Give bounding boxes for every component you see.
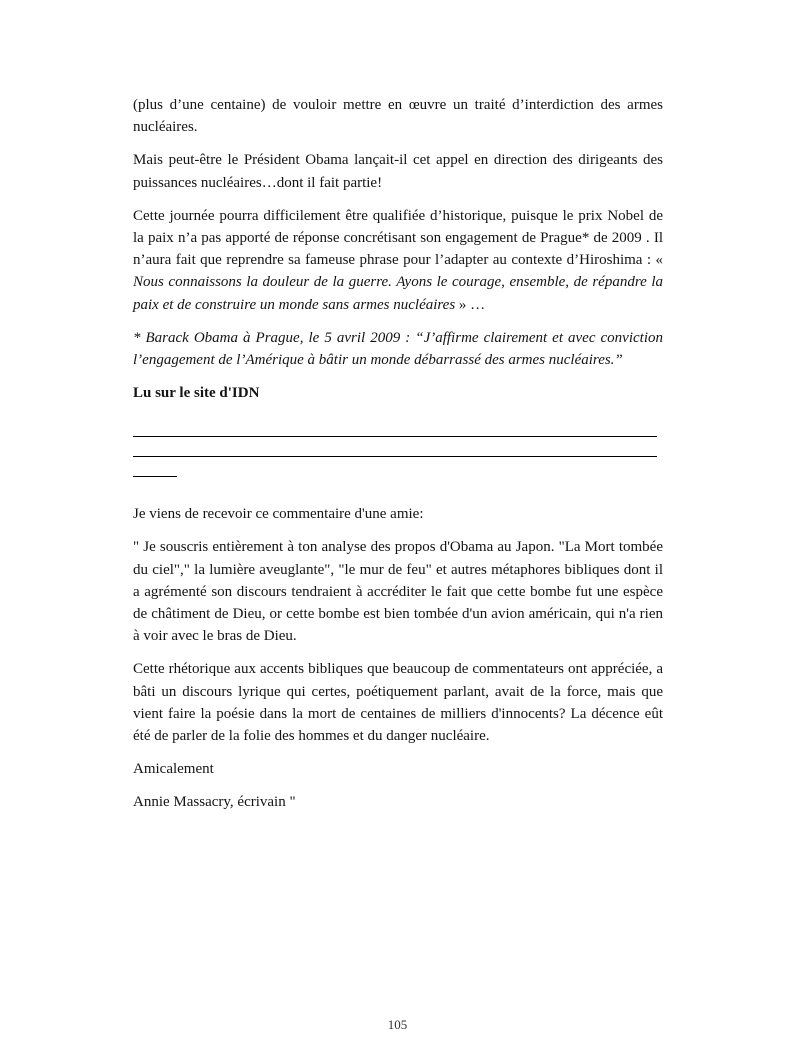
text-run: Lu sur le site d'IDN [133, 385, 260, 402]
paragraph [133, 94, 663, 138]
author-signature [133, 791, 663, 813]
page-number: 105 [387, 1017, 408, 1032]
text-run: Nous connaissons la douleur de la guerre. Ayons le courage, ensemble, de répandre la paix et de construire un monde sans armes nucléaires [133, 274, 663, 313]
text-run: Je viens de recevoir ce commentaire d'une amie: [133, 506, 424, 523]
text-run: Mais peut-être le Président Obama lançait-il cet appel en direction des dirigeants des puissances nucléaires…dont il fait partie! [133, 152, 663, 191]
paragraph [133, 503, 663, 525]
paragraph [133, 758, 663, 780]
text-run: Cette rhétorique aux accents bibliques que beaucoup de commentateurs ont appréciée, a bâti un discours lyrique qui certes, poétiquement parlant, avait de la force, mais que vient faire la poésie dans la mort de centaines de milliers d'innocents? La décence eût été de parler de la folie des hommes et du danger nucléaire. [133, 661, 663, 744]
paragraph [133, 658, 663, 747]
divider-line [133, 476, 177, 477]
paragraph [133, 536, 663, 647]
text-run: * Barack Obama à Prague, le 5 avril 2009 : “J’affirme clairement et avec conviction l’engagement de l’Amérique à bâtir un monde débarrassé des armes nucléaires.” [133, 329, 663, 368]
page-content [133, 94, 663, 825]
text-run: Annie Massacry, écrivain " [133, 794, 296, 811]
section-heading [133, 382, 663, 404]
text-run: " Je souscris entièrement à ton analyse des propos d'Obama au Japon. "La Mort tombée du ciel"," la lumière aveuglante", "le mur de feu" et autres métaphores bibliques dont il a agrémenté son discours tendraient à accréditer le fait que cette bombe fut une espèce de châtiment de Dieu, or cette bombe est bien tombée d'un avion américain, qui n'a rien à voir avec le bras de Dieu. [133, 539, 663, 645]
divider-line [133, 456, 657, 457]
paragraph [133, 149, 663, 193]
paragraph [133, 327, 663, 371]
paragraph [133, 205, 663, 316]
text-run: Amicalement [133, 761, 214, 778]
text-run: Cette journée pourra difficilement être qualifiée d’historique, puisque le prix Nobel de la paix n’a pas apporté de réponse concrétisant son engagement de Prague* de 2009 . Il n’aura fait que reprendre sa fameuse phrase pour l’adapter au contexte d’Hiroshima : « [133, 207, 663, 269]
text-run: » … [455, 296, 486, 313]
text-run: (plus d’une centaine) de vouloir mettre en œuvre un traité d’interdiction des armes nucléaires. [133, 97, 663, 136]
divider-line [133, 436, 657, 437]
